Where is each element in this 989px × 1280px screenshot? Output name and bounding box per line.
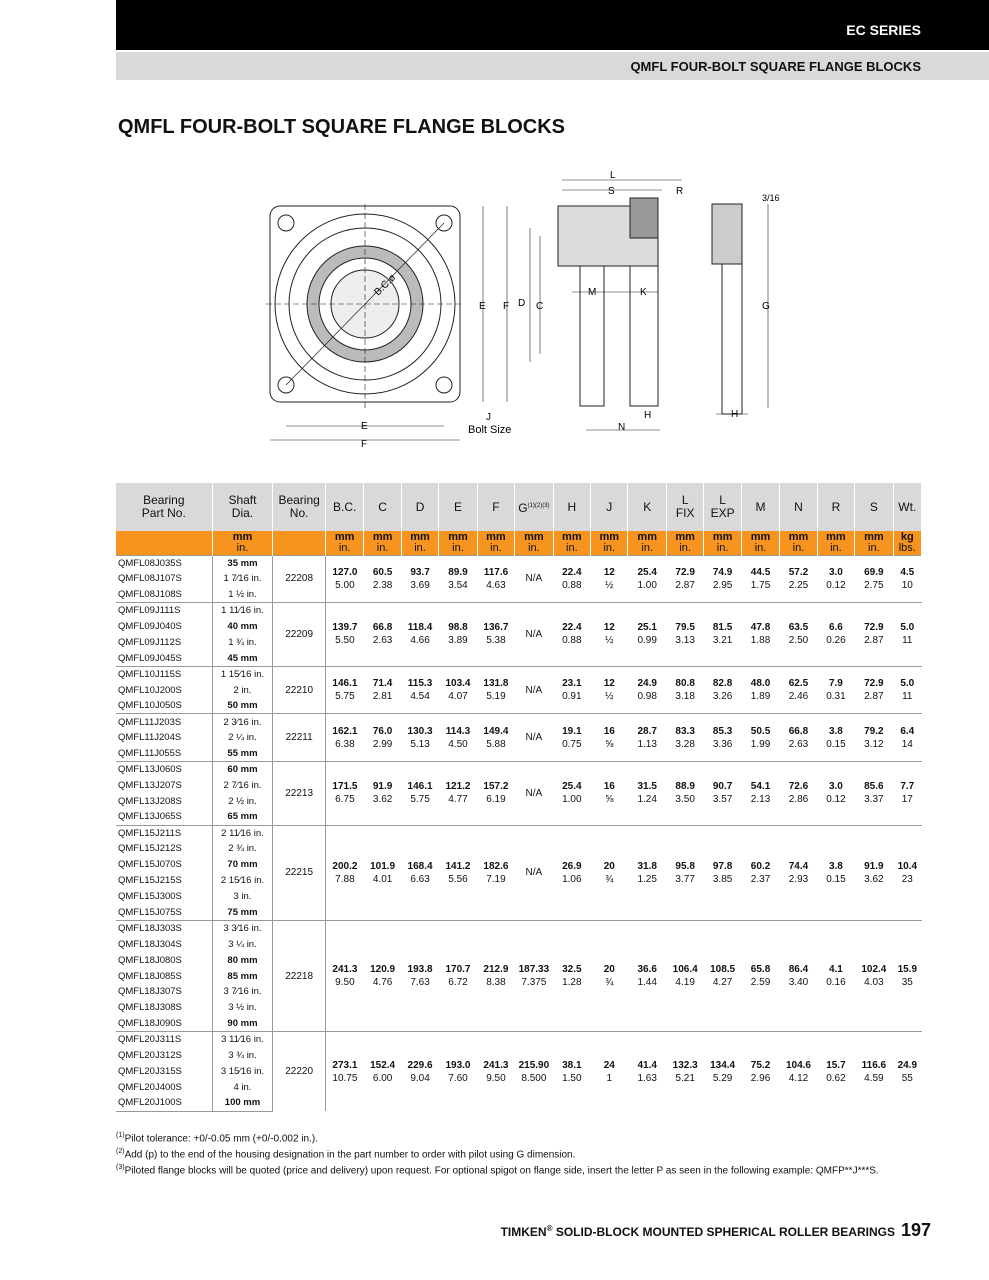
dim-c: 91.9 3.62 [364,762,401,826]
dim-m: 47.8 1.88 [741,603,779,667]
dim-e: 114.3 4.50 [439,714,477,762]
dim-f: 136.7 5.38 [477,603,514,667]
bearing-number: 22213 [273,762,326,826]
table-row [116,603,922,619]
dim-l-fix: 88.9 3.50 [666,762,703,826]
dim-k: 28.7 1.13 [628,714,666,762]
shaft-diameter: 90 mm [212,1016,273,1032]
dim-m: 44.5 1.75 [741,555,779,603]
dim-m: 65.8 2.59 [741,920,779,1031]
dim-bc: 127.0 5.00 [325,555,363,603]
dim-c: 152.4 6.00 [364,1032,401,1111]
part-number: QMFL18J307S [116,984,212,1000]
dim-r: 7.9 0.31 [817,666,854,714]
front-view [266,204,510,440]
part-number: QMFL08J108S [116,587,212,603]
dim-e: 89.9 3.54 [439,555,477,603]
unit-row [116,531,922,555]
dim-l-exp: 82.8 3.26 [704,666,741,714]
part-number: QMFL11J204S [116,730,212,746]
part-number: QMFL18J090S [116,1016,212,1032]
table-row [116,714,922,730]
dim-d: 118.4 4.66 [401,603,438,667]
bearing-number: 22220 [273,1032,326,1111]
dim-bc: 139.7 5.50 [325,603,363,667]
dim-wt: 4.5 10 [893,555,921,603]
unit-cell: mm in. [364,531,401,555]
shaft-diameter: 1 ½ in. [212,587,273,603]
part-number: QMFL13J208S [116,793,212,809]
col-bearing-no: Bearing No. [273,483,326,531]
bearing-number: 22208 [273,555,326,603]
table-row [116,1032,922,1048]
dim-k: 36.6 1.44 [628,920,666,1031]
dim-g: N/A [515,762,553,826]
shaft-diameter: 3 7⁄16 in. [212,984,273,1000]
l-label: L [610,170,616,181]
dim-l-fix: 79.5 3.13 [666,603,703,667]
part-number: QMFL13J065S [116,809,212,825]
unit-cell: mm in. [553,531,590,555]
page-title: QMFL FOUR-BOLT SQUARE FLANGE BLOCKS [118,116,566,138]
dim-d: 168.4 6.63 [401,825,438,920]
dim-bc: 200.2 7.88 [325,825,363,920]
shaft-diameter: 50 mm [212,698,273,714]
section-label: QMFL FOUR-BOLT SQUARE FLANGE BLOCKS [630,59,921,74]
col-l-exp: L EXP [704,483,741,531]
dim-wt: 24.9 55 [893,1032,921,1111]
shaft-diameter: 40 mm [212,619,273,635]
unit-cell: mm in. [477,531,514,555]
part-number: QMFL11J055S [116,746,212,762]
bearing-number: 22218 [273,920,326,1031]
dim-n: 62.5 2.46 [780,666,817,714]
col-j: J [591,483,628,531]
part-number: QMFL11J203S [116,714,212,730]
side-view [530,180,682,430]
col-n: N [780,483,817,531]
dim-m: 50.5 1.99 [741,714,779,762]
shaft-diameter: 3 3⁄16 in. [212,920,273,936]
dim-c: 60.5 2.38 [364,555,401,603]
dim-g: 187.33 7.375 [515,920,553,1031]
part-number: QMFL10J200S [116,682,212,698]
dim-r: 3.0 0.12 [817,762,854,826]
dim-f: 241.3 9.50 [477,1032,514,1111]
shaft-diameter: 3 ½ in. [212,1000,273,1016]
part-number: QMFL09J111S [116,603,212,619]
series-label: EC SERIES [846,22,921,38]
dim-k: 31.5 1.24 [628,762,666,826]
shaft-diameter: 2 11⁄16 in. [212,825,273,841]
dim-r: 6.6 0.26 [817,603,854,667]
shaft-diameter: 85 mm [212,968,273,984]
part-number: QMFL15J075S [116,905,212,921]
shaft-diameter: 80 mm [212,952,273,968]
dim-s: 85.6 3.37 [855,762,893,826]
dim-c: 76.0 2.99 [364,714,401,762]
shaft-diameter: 1 15⁄16 in. [212,666,273,682]
part-number: QMFL15J211S [116,825,212,841]
dim-g: N/A [515,825,553,920]
shaft-diameter: 3 15⁄16 in. [212,1064,273,1080]
table-body [116,555,922,1111]
dim-j: 20 ¾ [591,920,628,1031]
part-number: QMFL15J212S [116,841,212,857]
section-banner [116,52,989,80]
unit-blank [116,531,212,555]
dim-l-exp: 81.5 3.21 [704,603,741,667]
shaft-diameter: 1 11⁄16 in. [212,603,273,619]
col-bc: B.C. [325,483,363,531]
dim-l-exp: 108.5 4.27 [704,920,741,1031]
col-f: F [477,483,514,531]
dim-s: 102.4 4.03 [855,920,893,1031]
dim-m: 60.2 2.37 [741,825,779,920]
c-label: C [536,301,544,312]
e-label-horizontal: E [361,421,368,432]
col-d: D [401,483,438,531]
dim-l-fix: 95.8 3.77 [666,825,703,920]
dim-h: 32.5 1.28 [553,920,590,1031]
series-banner [116,0,989,50]
dim-l-exp: 134.4 5.29 [704,1032,741,1111]
col-s: S [855,483,893,531]
dim-r: 3.0 0.12 [817,555,854,603]
shaft-diameter: 2 ¾ in. [212,841,273,857]
dim-e: 103.4 4.07 [439,666,477,714]
part-number: QMFL20J311S [116,1032,212,1048]
shaft-diameter: 1 7⁄16 in. [212,571,273,587]
dim-k: 24.9 0.98 [628,666,666,714]
e-label: E [479,301,486,312]
j-label: J [486,412,491,423]
dim-l-fix: 83.3 3.28 [666,714,703,762]
dim-wt: 5.0 11 [893,603,921,667]
section-view [712,204,768,414]
col-k: K [628,483,666,531]
dim-g: N/A [515,714,553,762]
unit-cell: mm in. [741,531,779,555]
unit-cell: mm in. [591,531,628,555]
bearing-number: 22211 [273,714,326,762]
dim-f: 182.6 7.19 [477,825,514,920]
unit-blank [273,531,326,555]
dimension-table [116,483,922,1112]
footnote-2: $^{(2)}$Add (p) to the end of the housing designation in the part number to order with pilot using G dimension. [116,1147,576,1161]
dim-d: 115.3 4.54 [401,666,438,714]
col-r: R [817,483,854,531]
dim-n: 57.2 2.25 [780,555,817,603]
dim-h: 23.1 0.91 [553,666,590,714]
page-number: 197 [900,1220,931,1240]
page-footer [501,1220,931,1241]
dim-j: 12 ½ [591,555,628,603]
shaft-diameter: 45 mm [212,650,273,666]
shaft-diameter: 55 mm [212,746,273,762]
dim-m: 54.1 2.13 [741,762,779,826]
dim-d: 130.3 5.13 [401,714,438,762]
dim-j: 24 1 [591,1032,628,1111]
dim-d: 229.6 9.04 [401,1032,438,1111]
dim-j: 20 ¾ [591,825,628,920]
part-number: QMFL10J115S [116,666,212,682]
dim-l-exp: 85.3 3.36 [704,714,741,762]
dim-l-exp: 74.9 2.95 [704,555,741,603]
three-sixteenths-label: 3/16 [762,193,780,203]
part-number: QMFL15J300S [116,889,212,905]
col-c: C [364,483,401,531]
n-label: N [618,422,626,433]
table-row [116,555,922,571]
col-part-no: Bearing Part No. [116,483,212,531]
dim-h: 38.1 1.50 [553,1032,590,1111]
dim-l-fix: 72.9 2.87 [666,555,703,603]
bearing-number: 22215 [273,825,326,920]
dim-n: 86.4 3.40 [780,920,817,1031]
unit-shaft: mm in. [212,531,273,555]
bolt-size-label: Bolt Size [468,424,512,436]
dim-f: 157.2 6.19 [477,762,514,826]
h-label: H [644,410,652,421]
shaft-diameter: 70 mm [212,857,273,873]
dim-s: 72.9 2.87 [855,603,893,667]
dim-g: 215.90 8.500 [515,1032,553,1111]
col-m: M [741,483,779,531]
footnotes [116,1130,879,1177]
unit-cell: mm in. [628,531,666,555]
bc-label: B.C.ø [372,272,399,299]
dimension-drawing [250,168,790,458]
shaft-diameter: 60 mm [212,762,273,778]
dim-e: 121.2 4.77 [439,762,477,826]
dim-r: 4.1 0.16 [817,920,854,1031]
part-number: QMFL09J045S [116,650,212,666]
m-label: M [588,287,597,298]
part-number: QMFL20J315S [116,1064,212,1080]
dim-d: 193.8 7.63 [401,920,438,1031]
part-number: QMFL13J207S [116,777,212,793]
part-number: QMFL09J040S [116,619,212,635]
part-number: QMFL13J060S [116,762,212,778]
unit-cell: mm in. [666,531,703,555]
unit-wt: kg lbs. [893,531,921,555]
dim-r: 15.7 0.62 [817,1032,854,1111]
dim-f: 149.4 5.88 [477,714,514,762]
dim-l-fix: 80.8 3.18 [666,666,703,714]
dim-wt: 7.7 17 [893,762,921,826]
shaft-diameter: 2 7⁄16 in. [212,777,273,793]
bearing-number: 22209 [273,603,326,667]
unit-cell: mm in. [325,531,363,555]
dim-bc: 171.5 6.75 [325,762,363,826]
part-number: QMFL10J050S [116,698,212,714]
dim-l-fix: 132.3 5.21 [666,1032,703,1111]
part-number: QMFL20J100S [116,1095,212,1111]
f-label: F [361,439,368,450]
shaft-diameter: 4 in. [212,1079,273,1095]
dim-h: 22.4 0.88 [553,603,590,667]
dim-e: 193.0 7.60 [439,1032,477,1111]
dim-bc: 146.1 5.75 [325,666,363,714]
k-label: K [640,287,647,298]
dim-wt: 5.0 11 [893,666,921,714]
dim-f: 212.9 8.38 [477,920,514,1031]
part-number: QMFL09J112S [116,634,212,650]
shaft-diameter: 100 mm [212,1095,273,1111]
footnote-1: $^{(1)}$Pilot tolerance: +0/-0.05 mm (+0/-0.002 in.). [116,1132,318,1145]
dim-s: 69.9 2.75 [855,555,893,603]
dim-r: 3.8 0.15 [817,714,854,762]
dim-s: 116.6 4.59 [855,1032,893,1111]
shaft-diameter: 3 in. [212,889,273,905]
shaft-diameter: 2 in. [212,682,273,698]
dim-h: 25.4 1.00 [553,762,590,826]
dim-bc: 273.1 10.75 [325,1032,363,1111]
table-row [116,762,922,778]
dim-wt: 10.4 23 [893,825,921,920]
dim-d: 146.1 5.75 [401,762,438,826]
part-number: QMFL08J035S [116,555,212,571]
dim-m: 75.2 2.96 [741,1032,779,1111]
dim-bc: 162.1 6.38 [325,714,363,762]
footer-reg: ® [546,1224,553,1233]
part-number: QMFL18J303S [116,920,212,936]
shaft-diameter: 65 mm [212,809,273,825]
shaft-diameter: 3 11⁄16 in. [212,1032,273,1048]
part-number: QMFL20J312S [116,1048,212,1064]
shaft-diameter: 75 mm [212,905,273,921]
shaft-diameter: 2 ¼ in. [212,730,273,746]
part-number: QMFL18J080S [116,952,212,968]
shaft-diameter: 1 ¾ in. [212,634,273,650]
dim-f: 117.6 4.63 [477,555,514,603]
part-number: QMFL18J304S [116,936,212,952]
unit-cell: mm in. [780,531,817,555]
col-g: $G^{(1)(2)(3)}$ [515,483,553,531]
dim-c: 71.4 2.81 [364,666,401,714]
h-label-section: H [731,409,739,420]
s-label: S [608,186,615,197]
col-h: H [553,483,590,531]
dim-h: 19.1 0.75 [553,714,590,762]
dim-g: N/A [515,603,553,667]
dim-s: 72.9 2.87 [855,666,893,714]
dim-e: 98.8 3.89 [439,603,477,667]
dim-bc: 241.3 9.50 [325,920,363,1031]
dim-s: 79.2 3.12 [855,714,893,762]
dim-n: 104.6 4.12 [780,1032,817,1111]
dim-wt: 6.4 14 [893,714,921,762]
col-shaft-dia: Shaft Dia. [212,483,273,531]
table-row [116,920,922,936]
dim-j: 16 ⅝ [591,762,628,826]
col-e: E [439,483,477,531]
footnote-3: $^{(3)}$Piloted flange blocks will be quoted (price and delivery) upon request. For optional spigot on flange side, insert the letter P as seen in the following example: QMFP**J***S. [116,1163,879,1176]
dim-g: N/A [515,555,553,603]
dim-e: 170.7 6.72 [439,920,477,1031]
dim-h: 26.9 1.06 [553,825,590,920]
dim-r: 3.8 0.15 [817,825,854,920]
table-row [116,666,922,682]
shaft-diameter: 2 15⁄16 in. [212,873,273,889]
dim-n: 72.6 2.86 [780,762,817,826]
col-wt: Wt. [893,483,921,531]
r-label: R [676,186,684,197]
unit-cell: mm in. [515,531,553,555]
dim-l-exp: 90.7 3.57 [704,762,741,826]
dim-k: 25.4 1.00 [628,555,666,603]
dim-g: N/A [515,666,553,714]
shaft-diameter: 3 ¾ in. [212,1048,273,1064]
shaft-diameter: 2 3⁄16 in. [212,714,273,730]
part-number: QMFL15J070S [116,857,212,873]
shaft-diameter: 2 ½ in. [212,793,273,809]
dim-j: 12 ½ [591,603,628,667]
col-l-fix: L FIX [666,483,703,531]
unit-cell: mm in. [817,531,854,555]
dim-f: 131.8 5.19 [477,666,514,714]
dim-wt: 15.9 35 [893,920,921,1031]
dim-j: 16 ⅝ [591,714,628,762]
d-label: D [518,298,526,309]
dim-k: 31.8 1.25 [628,825,666,920]
part-number: QMFL18J085S [116,968,212,984]
unit-cell: mm in. [855,531,893,555]
dim-j: 12 ½ [591,666,628,714]
part-number: QMFL15J215S [116,873,212,889]
shaft-diameter: 3 ¼ in. [212,936,273,952]
part-number: QMFL08J107S [116,571,212,587]
dim-n: 63.5 2.50 [780,603,817,667]
dim-m: 48.0 1.89 [741,666,779,714]
dim-c: 101.9 4.01 [364,825,401,920]
dim-c: 120.9 4.76 [364,920,401,1031]
part-number: QMFL18J308S [116,1000,212,1016]
dim-s: 91.9 3.62 [855,825,893,920]
shaft-diameter: 35 mm [212,555,273,571]
unit-cell: mm in. [401,531,438,555]
dim-k: 25.1 0.99 [628,603,666,667]
bearing-number: 22210 [273,666,326,714]
part-number: QMFL20J400S [116,1079,212,1095]
unit-cell: mm in. [439,531,477,555]
dim-l-exp: 97.8 3.85 [704,825,741,920]
unit-cell: mm in. [704,531,741,555]
g-label: G [762,301,770,312]
dim-k: 41.4 1.63 [628,1032,666,1111]
table-row [116,825,922,841]
dim-e: 141.2 5.56 [439,825,477,920]
footer-brand: TIMKEN [500,1225,547,1239]
dim-l-fix: 106.4 4.19 [666,920,703,1031]
dim-c: 66.8 2.63 [364,603,401,667]
dim-n: 74.4 2.93 [780,825,817,920]
dim-n: 66.8 2.63 [780,714,817,762]
f-label-vertical: F [503,301,510,312]
footer-text: SOLID-BLOCK MOUNTED SPHERICAL ROLLER BEARINGS [552,1225,895,1239]
dim-h: 22.4 0.88 [553,555,590,603]
dim-d: 93.7 3.69 [401,555,438,603]
